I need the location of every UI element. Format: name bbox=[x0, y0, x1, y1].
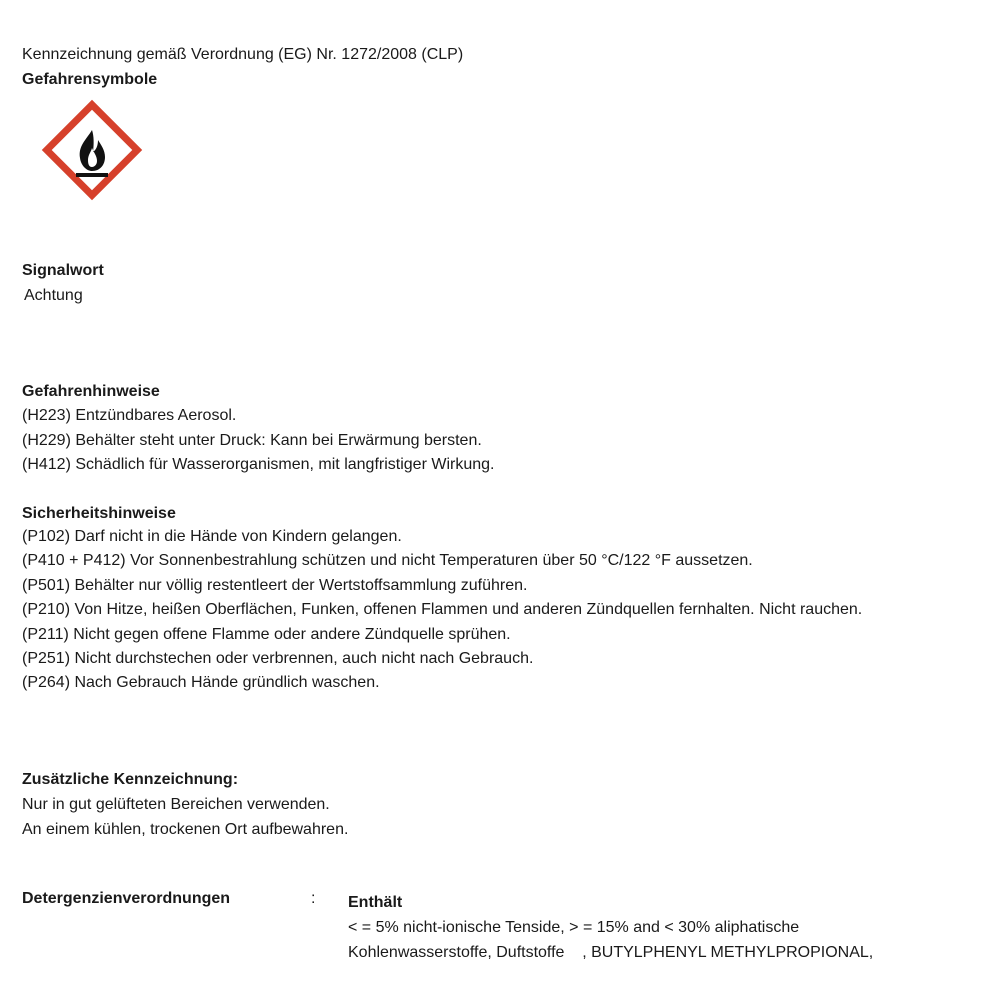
precaution-statement: (P264) Nach Gebrauch Hände gründlich waschen. bbox=[22, 674, 380, 691]
hazard-statement: (H223) Entzündbares Aerosol. bbox=[22, 407, 237, 424]
precaution-statement: (P211) Nicht gegen offene Flamme oder andere Zündquelle sprühen. bbox=[22, 626, 511, 643]
hazard-statement: (H412) Schädlich für Wasserorganismen, mit langfristiger Wirkung. bbox=[22, 456, 495, 473]
detergent-line: Kohlenwasserstoffe, Duftstoffe , BUTYLPHENYL METHYLPROPIONAL, bbox=[348, 944, 874, 961]
precaution-statement: (P501) Behälter nur völlig restentleert der Wertstoffsammlung zuführen. bbox=[22, 577, 528, 594]
regulation-line: Kennzeichnung gemäß Verordnung (EG) Nr. 1272/2008 (CLP) bbox=[22, 46, 464, 63]
precaution-heading: Sicherheitshinweise bbox=[22, 505, 176, 522]
additional-line: An einem kühlen, trockenen Ort aufbewahren. bbox=[22, 821, 349, 838]
additional-line: Nur in gut gelüfteten Bereichen verwenden. bbox=[22, 796, 330, 813]
detergent-separator: : bbox=[311, 890, 316, 907]
symbols-heading: Gefahrensymbole bbox=[22, 71, 158, 88]
detergent-label: Detergenzienverordnungen bbox=[22, 890, 231, 907]
detergent-body bbox=[348, 890, 873, 965]
contains-heading: Enthält bbox=[348, 894, 403, 911]
precaution-statement: (P210) Von Hitze, heißen Oberflächen, Funken, offenen Flammen und anderen Zündquellen fernhalten. Nicht rauchen. bbox=[22, 601, 863, 618]
signal-word: Achtung bbox=[24, 287, 83, 304]
precaution-statement: (P251) Nicht durchstechen oder verbrennen, auch nicht nach Gebrauch. bbox=[22, 650, 534, 667]
signal-heading: Signalwort bbox=[22, 262, 104, 279]
hazard-heading: Gefahrenhinweise bbox=[22, 383, 160, 400]
hazard-statement: (H229) Behälter steht unter Druck: Kann bei Erwärmung bersten. bbox=[22, 432, 482, 449]
precaution-statement: (P410 + P412) Vor Sonnenbestrahlung schützen und nicht Temperaturen über 50 °C/122 °F aussetzen. bbox=[22, 552, 753, 569]
flame-ghs02-icon bbox=[38, 96, 146, 204]
detergent-line: < = 5% nicht-ionische Tenside, > = 15% and < 30% aliphatische bbox=[348, 919, 800, 936]
precaution-statement: (P102) Darf nicht in die Hände von Kindern gelangen. bbox=[22, 528, 402, 545]
additional-heading: Zusätzliche Kennzeichnung: bbox=[22, 771, 239, 788]
